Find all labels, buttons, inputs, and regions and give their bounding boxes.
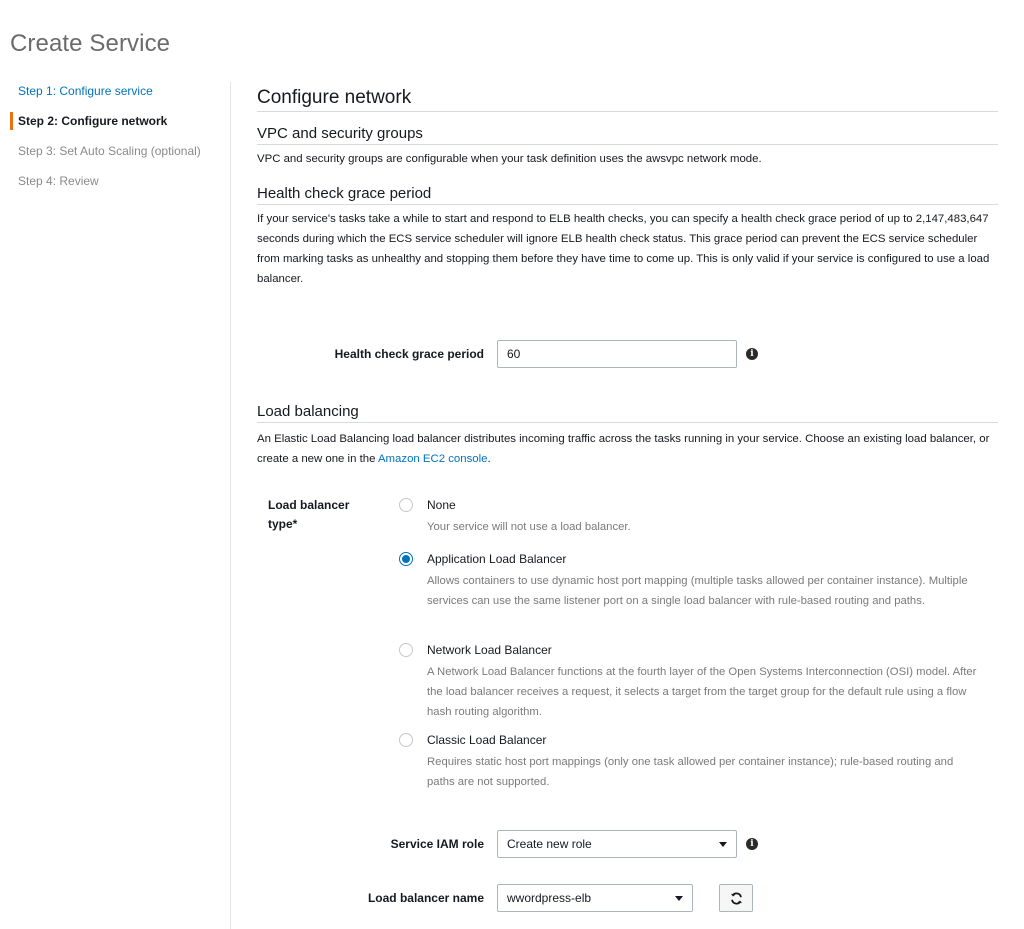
vpc-heading: VPC and security groups <box>257 124 998 145</box>
lb-description-end: . <box>487 453 491 465</box>
health-check-heading: Health check grace period <box>257 184 998 205</box>
lb-name-field <box>257 884 753 912</box>
load-balancing-section <box>257 402 998 469</box>
radio-button-selected[interactable] <box>399 552 413 566</box>
step-configure-service[interactable]: Step 1: Configure service <box>18 84 153 98</box>
refresh-button[interactable] <box>719 884 753 912</box>
info-icon[interactable]: i <box>746 838 758 850</box>
caret-down-icon <box>719 842 727 847</box>
lb-option-none <box>399 496 979 537</box>
refresh-icon <box>730 892 743 905</box>
step-configure-network: Step 2: Configure network <box>0 110 230 140</box>
lb-option-none-radio[interactable] <box>399 496 979 514</box>
lb-name-value: wwordpress-elb <box>507 891 592 905</box>
health-check-input[interactable] <box>497 340 737 368</box>
lb-option-network-radio[interactable] <box>399 641 979 659</box>
lb-option-classic <box>399 731 979 792</box>
step-auto-scaling: Step 3: Set Auto Scaling (optional) <box>18 144 201 158</box>
iam-role-label: Service IAM role <box>390 837 484 851</box>
page-title: Create Service <box>10 30 171 57</box>
lb-name-label: Load balancer name <box>367 891 484 905</box>
lb-option-classic-radio[interactable] <box>399 731 979 749</box>
lb-name-select[interactable] <box>497 884 693 912</box>
ec2-console-link[interactable]: Amazon EC2 console <box>377 453 488 465</box>
health-check-field <box>257 340 758 368</box>
section-heading: Configure network <box>257 86 998 112</box>
lb-option-description: Allows containers to use dynamic host port mapping (multiple tasks allowed per container instance). Multiple services can use the same listener port on a single load balancer with rule-based routing and paths. <box>427 575 968 607</box>
radio-dot <box>402 555 410 563</box>
load-balancer-type-label: Load balancer type* <box>268 498 350 531</box>
lb-option-label: Network Load Balancer <box>427 643 552 657</box>
lb-option-application <box>399 550 979 611</box>
load-balancing-heading: Load balancing <box>257 402 998 423</box>
radio-button[interactable] <box>399 643 413 657</box>
main-content <box>257 86 998 289</box>
sidebar-divider <box>230 82 231 929</box>
lb-option-label: None <box>427 498 456 512</box>
lb-option-network <box>399 641 979 722</box>
iam-role-field <box>257 830 758 858</box>
iam-role-value: Create new role <box>507 837 592 851</box>
lb-option-application-radio[interactable] <box>399 550 979 568</box>
health-check-label: Health check grace period <box>334 347 484 361</box>
radio-button[interactable] <box>399 733 413 747</box>
lb-option-description: Requires static host port mappings (only one task allowed per container instance); rule-based routing and paths are not supported. <box>427 756 954 788</box>
wizard-steps <box>0 80 230 200</box>
info-icon[interactable]: i <box>746 348 758 360</box>
vpc-description: VPC and security groups are configurable when your task definition uses the awsvpc network mode. <box>257 153 762 165</box>
caret-down-icon <box>675 896 683 901</box>
step-review: Step 4: Review <box>18 174 99 188</box>
lb-option-label: Classic Load Balancer <box>427 733 547 747</box>
lb-option-description: Your service will not use a load balancer. <box>427 521 631 533</box>
iam-role-select[interactable] <box>497 830 737 858</box>
lb-option-description: A Network Load Balancer functions at the fourth layer of the Open Systems Interconnection (OSI) model. After the load balancer receives a request, it selects a target from the target group for the default rule using a flow hash routing algorithm. <box>427 666 977 718</box>
lb-option-label: Application Load Balancer <box>427 552 567 566</box>
radio-button[interactable] <box>399 498 413 512</box>
load-balancing-description <box>257 429 998 469</box>
health-check-description: If your service's tasks take a while to start and respond to ELB health checks, you can specify a health check grace period of up to 2,147,483,647 seconds during which the ECS service scheduler will ignore ELB health check status. This grace period can prevent the ECS service scheduler from marking tasks as unhealthy and stopping them before they have time to come up. This is only valid if your service is configured to use a load balancer. <box>257 213 990 285</box>
lb-description-text: An Elastic Load Balancing load balancer distributes incoming traffic across the tasks running in your service. Choose an existing load balancer, or create a new one in the <box>257 433 990 465</box>
